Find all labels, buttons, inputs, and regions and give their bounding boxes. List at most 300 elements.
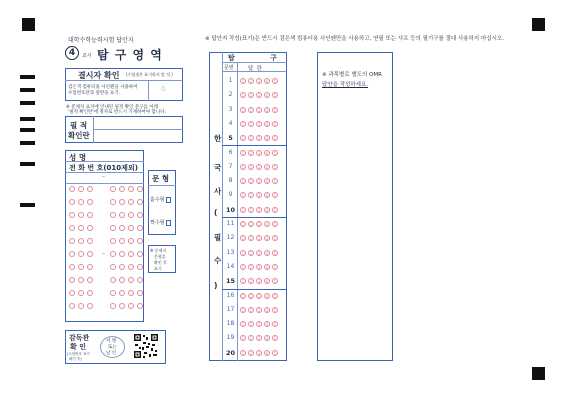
phone-digit-bubble[interactable] bbox=[137, 212, 143, 218]
answer-row[interactable] bbox=[225, 303, 283, 317]
answer-bubble[interactable]: 4 bbox=[265, 293, 269, 299]
answer-bubble[interactable]: 1 bbox=[241, 150, 245, 156]
proctor-subnote-2: 확인 후) bbox=[69, 357, 82, 361]
question-number: 6 bbox=[228, 148, 233, 156]
phone-digit-bubble[interactable] bbox=[69, 277, 75, 283]
answer-bubbles[interactable] bbox=[240, 321, 278, 327]
timing-mark bbox=[20, 203, 35, 207]
answer-bubbles[interactable] bbox=[240, 107, 278, 113]
question-number: 8 bbox=[228, 177, 233, 185]
answer-bubble[interactable]: 3 bbox=[257, 150, 261, 156]
answer-bubble[interactable]: 4 bbox=[265, 79, 269, 84]
answer-bubble[interactable]: 4 bbox=[265, 107, 269, 113]
phone-digit-bubble[interactable] bbox=[78, 225, 84, 231]
answer-bubbles[interactable] bbox=[240, 121, 278, 127]
answer-bubble[interactable]: 3 bbox=[257, 307, 261, 313]
answer-bubble[interactable]: 1 bbox=[241, 193, 245, 199]
answer-row[interactable] bbox=[225, 217, 283, 231]
answer-row[interactable] bbox=[225, 88, 283, 102]
answer-bubble[interactable]: 5 bbox=[273, 121, 277, 127]
answer-row[interactable] bbox=[225, 103, 283, 117]
answer-bubble[interactable]: 3 bbox=[257, 136, 261, 142]
answer-bubbles[interactable] bbox=[240, 164, 278, 170]
phone-digit-bubble[interactable] bbox=[119, 199, 125, 205]
divider bbox=[65, 183, 144, 184]
answer-bubble[interactable]: 2 bbox=[249, 207, 253, 213]
answer-bubbles[interactable] bbox=[240, 207, 278, 213]
registration-mark-bottom-right bbox=[532, 367, 545, 380]
answer-bubble[interactable]: 4 bbox=[265, 279, 269, 285]
answer-bubbles[interactable] bbox=[240, 250, 278, 256]
registration-mark-top-left bbox=[22, 18, 35, 31]
absentee-bubble[interactable]: 0 bbox=[161, 85, 166, 93]
paper-type-even[interactable] bbox=[150, 219, 171, 226]
phone-digit-bubble[interactable] bbox=[119, 303, 125, 309]
answer-bubbles[interactable] bbox=[240, 293, 278, 299]
answer-bubble[interactable]: 5 bbox=[273, 350, 277, 356]
answer-row[interactable] bbox=[225, 74, 283, 88]
answer-bubble[interactable]: 4 bbox=[265, 136, 269, 142]
phone-digit-bubble[interactable] bbox=[87, 251, 93, 257]
answer-row[interactable] bbox=[225, 274, 283, 288]
handwriting-label-2: 확인란 bbox=[68, 131, 90, 140]
answer-bubble[interactable]: 5 bbox=[273, 336, 277, 342]
phone-digit-bubble[interactable] bbox=[78, 212, 84, 218]
timing-mark bbox=[20, 141, 35, 145]
timing-mark bbox=[20, 88, 35, 92]
phone-digit-bubble[interactable] bbox=[137, 186, 143, 192]
handwriting-notice-2: '필적 확인란'에 정자로 반드시 기재하여야 합니다. bbox=[68, 110, 166, 115]
answer-bubble[interactable]: 4 bbox=[265, 350, 269, 356]
phone-digit-bubble[interactable] bbox=[110, 264, 116, 270]
phone-digit-bubble[interactable] bbox=[128, 264, 134, 270]
phone-digit-bubble[interactable] bbox=[128, 199, 134, 205]
phone-digit-bubble[interactable] bbox=[128, 290, 134, 296]
phone-digit-bubble[interactable] bbox=[78, 251, 84, 257]
phone-digit-bubble[interactable] bbox=[137, 277, 143, 283]
side-note-1: ※ 과목별로 별도의 OMR bbox=[322, 72, 382, 78]
phone-digit-column[interactable] bbox=[119, 186, 125, 316]
answer-row[interactable] bbox=[225, 117, 283, 131]
answer-bubble[interactable]: 1 bbox=[241, 179, 245, 185]
question-number: 4 bbox=[228, 119, 233, 127]
answer-bubble[interactable]: 3 bbox=[257, 193, 261, 199]
phone-digit-bubble[interactable] bbox=[110, 238, 116, 244]
answer-bubble[interactable]: 1 bbox=[241, 164, 245, 170]
side-note-2: 답안을 작성하세요. bbox=[322, 82, 369, 88]
marking-notice: ※ 답안지 작성(표기)은 반드시 검은색 컴퓨터용 사인펜만을 사용하고, 연필 또는 샤프 등의 필기구를 절대 사용하지 마십시오. bbox=[205, 36, 504, 42]
vertical-label-char: 국 bbox=[214, 163, 222, 172]
odd-label: 홀수형 bbox=[150, 197, 165, 203]
even-label: 짝수형 bbox=[150, 220, 165, 226]
phone-digit-bubble[interactable] bbox=[137, 225, 143, 231]
phone-digit-bubble[interactable] bbox=[128, 186, 134, 192]
answer-bubble[interactable]: 3 bbox=[257, 179, 261, 185]
phone-digit-bubble[interactable] bbox=[69, 186, 75, 192]
timing-mark bbox=[20, 101, 35, 105]
answer-bubble[interactable]: 3 bbox=[257, 293, 261, 299]
answer-bubble[interactable]: 1 bbox=[241, 136, 245, 142]
vertical-label-char: ( bbox=[214, 208, 218, 217]
phone-digit-bubble[interactable] bbox=[110, 303, 116, 309]
answer-bubble[interactable]: 1 bbox=[241, 322, 245, 328]
answer-bubble[interactable]: 4 bbox=[265, 264, 269, 270]
answer-bubble[interactable]: 2 bbox=[249, 150, 253, 156]
question-number: 9 bbox=[228, 191, 233, 199]
phone-digit-bubble[interactable] bbox=[69, 225, 75, 231]
phone-digit-bubble[interactable] bbox=[87, 225, 93, 231]
answer-bubble[interactable]: 1 bbox=[241, 93, 245, 99]
answer-bubble[interactable]: 2 bbox=[249, 350, 253, 356]
answer-bubble[interactable]: 2 bbox=[249, 322, 253, 328]
phone-digit-bubble[interactable] bbox=[119, 238, 125, 244]
answer-bubble[interactable]: 2 bbox=[249, 164, 253, 170]
answer-bubble[interactable]: 4 bbox=[265, 164, 269, 170]
phone-digit-bubble[interactable] bbox=[69, 199, 75, 205]
answer-bubble[interactable]: 3 bbox=[257, 350, 261, 356]
answer-bubble[interactable]: 5 bbox=[273, 279, 277, 285]
phone-digit-bubble[interactable] bbox=[137, 290, 143, 296]
phone-digit-bubble[interactable] bbox=[110, 290, 116, 296]
answer-bubble[interactable]: 5 bbox=[273, 164, 277, 170]
answer-bubbles[interactable] bbox=[240, 235, 278, 241]
answer-bubble[interactable]: 2 bbox=[249, 121, 253, 127]
type-note-2: 문형을 bbox=[154, 254, 166, 259]
answer-bubbles[interactable] bbox=[240, 264, 278, 270]
absentee-desc-1: 검은색 컴퓨터용 사인펜을 사용하여 bbox=[68, 85, 138, 90]
answer-bubble[interactable]: 2 bbox=[249, 336, 253, 342]
answer-row[interactable] bbox=[225, 260, 283, 274]
answer-bubble[interactable]: 3 bbox=[257, 207, 261, 213]
question-number: 20 bbox=[225, 348, 236, 357]
answer-bubble[interactable]: 3 bbox=[257, 121, 261, 127]
answer-bubbles[interactable] bbox=[240, 350, 278, 356]
phone-digit-bubble[interactable] bbox=[110, 199, 116, 205]
absentee-desc-2: 수험번호란과 옆란을 표기. bbox=[68, 91, 121, 96]
absentee-title: 결시자 확인 bbox=[78, 71, 120, 80]
phone-digit-bubble[interactable] bbox=[128, 277, 134, 283]
phone-digit-bubble[interactable] bbox=[78, 238, 84, 244]
answer-bubble[interactable]: 5 bbox=[273, 236, 277, 242]
phone-digit-bubble[interactable] bbox=[110, 225, 116, 231]
answer-bubble[interactable]: 1 bbox=[241, 279, 245, 285]
answer-bubble[interactable]: 2 bbox=[249, 93, 253, 99]
vertical-label-char: ) bbox=[214, 281, 218, 290]
paper-type-odd[interactable] bbox=[150, 196, 171, 203]
answer-header-right: 구 bbox=[270, 54, 277, 62]
answer-bubble[interactable]: 4 bbox=[265, 193, 269, 199]
timing-mark bbox=[20, 162, 35, 166]
answer-bubble[interactable]: 5 bbox=[273, 222, 277, 227]
answer-bubble[interactable]: 3 bbox=[257, 336, 261, 342]
answer-header-left: 탐 bbox=[228, 54, 235, 62]
answer-bubble[interactable]: 4 bbox=[265, 222, 269, 227]
question-number: 7 bbox=[228, 162, 233, 170]
qr-code-icon bbox=[133, 333, 159, 359]
divider bbox=[93, 129, 183, 130]
exam-name: 대학수학능력시험 답안지 bbox=[68, 37, 134, 44]
answer-row[interactable] bbox=[225, 188, 283, 202]
phone-digit-bubble[interactable] bbox=[137, 251, 143, 257]
phone-digit-bubble[interactable] bbox=[110, 212, 116, 218]
answer-bubble[interactable]: 5 bbox=[273, 193, 277, 199]
divider bbox=[148, 80, 149, 101]
answer-bubble[interactable]: 1 bbox=[241, 207, 245, 213]
answer-bubble[interactable]: 5 bbox=[273, 79, 277, 84]
answer-bubble[interactable]: 4 bbox=[265, 236, 269, 242]
answer-bubble[interactable]: 5 bbox=[273, 107, 277, 113]
answer-bubble[interactable]: 3 bbox=[257, 164, 261, 170]
phone-digit-bubble[interactable] bbox=[119, 212, 125, 218]
answer-bubble[interactable]: 3 bbox=[257, 279, 261, 285]
answer-bubbles[interactable] bbox=[240, 135, 278, 141]
answer-row[interactable] bbox=[225, 246, 283, 260]
answer-bubble[interactable]: 1 bbox=[241, 293, 245, 299]
answer-bubble[interactable]: 2 bbox=[249, 193, 253, 199]
phone-digit-bubble[interactable] bbox=[119, 290, 125, 296]
question-number: 11 bbox=[226, 220, 235, 227]
question-number: 10 bbox=[225, 205, 236, 214]
answer-row[interactable] bbox=[225, 160, 283, 174]
answer-bubble[interactable]: 4 bbox=[265, 179, 269, 185]
phone-digit-column[interactable] bbox=[137, 186, 143, 316]
phone-digit-bubble[interactable] bbox=[87, 186, 93, 192]
phone-digit-bubble[interactable] bbox=[119, 251, 125, 257]
phone-digit-bubble[interactable] bbox=[119, 277, 125, 283]
absentee-title-note: (수험생은 표기하지 말 것.) bbox=[126, 72, 173, 77]
phone-digit-bubble[interactable] bbox=[137, 199, 143, 205]
answer-row[interactable] bbox=[225, 231, 283, 245]
answer-bubble[interactable]: 1 bbox=[241, 107, 245, 113]
phone-digit-bubble[interactable] bbox=[78, 303, 84, 309]
proctor-subnote-1: (수험번호 표기 bbox=[67, 352, 90, 356]
phone-digit-bubble[interactable] bbox=[128, 212, 134, 218]
answer-bubble[interactable]: 4 bbox=[265, 322, 269, 328]
question-number: 14 bbox=[226, 262, 235, 270]
sign-label-1: 서 명 bbox=[106, 339, 117, 344]
phone-digit-bubble[interactable] bbox=[87, 303, 93, 309]
phone-digit-bubble[interactable] bbox=[119, 225, 125, 231]
answer-row[interactable] bbox=[225, 346, 283, 360]
col-answer-label: 답 란 bbox=[248, 66, 263, 72]
answer-bubble[interactable]: 1 bbox=[241, 121, 245, 127]
answer-bubble[interactable]: 4 bbox=[265, 250, 269, 256]
phone-digit-bubble[interactable] bbox=[119, 264, 125, 270]
phone-digit-bubble[interactable] bbox=[87, 277, 93, 283]
paper-type-title: 문 형 bbox=[152, 174, 170, 183]
subject-title: 탐 구 영 역 bbox=[97, 48, 163, 62]
period-number: 4 bbox=[68, 48, 76, 58]
phone-digit-bubble[interactable] bbox=[69, 251, 75, 257]
answer-bubble[interactable]: 3 bbox=[257, 236, 261, 242]
question-number: 15 bbox=[225, 277, 236, 286]
question-number: 16 bbox=[226, 291, 235, 299]
answer-bubble[interactable]: 5 bbox=[273, 150, 277, 156]
vertical-label-char: 수 bbox=[214, 256, 222, 265]
answer-bubble[interactable]: 2 bbox=[249, 107, 253, 113]
answer-bubble[interactable]: 2 bbox=[249, 222, 253, 227]
sign-label-3: 날 인 bbox=[106, 351, 117, 356]
answer-row[interactable] bbox=[225, 131, 283, 145]
answer-row[interactable] bbox=[225, 317, 283, 331]
answer-bubbles[interactable] bbox=[240, 335, 278, 341]
phone-digit-column[interactable] bbox=[87, 186, 93, 316]
handwriting-notice-1: ※ 문제지 표지에 안내된 필적 확인 문구를 아래 bbox=[66, 105, 159, 110]
phone-digit-bubble[interactable] bbox=[87, 238, 93, 244]
answer-bubble[interactable]: 2 bbox=[249, 293, 253, 299]
answer-bubble[interactable]: 5 bbox=[273, 179, 277, 185]
answer-bubble[interactable]: 5 bbox=[273, 93, 277, 99]
answer-bubbles[interactable] bbox=[240, 178, 278, 184]
phone-digit-bubble[interactable] bbox=[69, 264, 75, 270]
timing-mark bbox=[20, 117, 35, 121]
answer-bubble[interactable]: 2 bbox=[249, 79, 253, 84]
answer-bubble[interactable]: 2 bbox=[249, 279, 253, 285]
col-question-label: 문번 bbox=[224, 65, 234, 71]
phone-digit-bubble[interactable] bbox=[69, 238, 75, 244]
answer-bubble[interactable]: 2 bbox=[249, 307, 253, 313]
phone-digit-bubble[interactable] bbox=[119, 186, 125, 192]
phone-digit-bubble[interactable] bbox=[87, 290, 93, 296]
odd-bubble[interactable] bbox=[166, 197, 171, 203]
answer-row[interactable] bbox=[225, 331, 283, 345]
phone-digit-bubble[interactable] bbox=[137, 238, 143, 244]
answer-bubble[interactable]: 4 bbox=[265, 150, 269, 156]
proctor-title-2: 확 인 bbox=[70, 343, 86, 351]
phone-digit-bubble[interactable] bbox=[69, 212, 75, 218]
answer-bubble[interactable]: 1 bbox=[241, 336, 245, 342]
answer-row[interactable] bbox=[225, 146, 283, 160]
answer-row[interactable] bbox=[225, 203, 283, 217]
question-number: 3 bbox=[228, 105, 233, 113]
answer-bubble[interactable]: 1 bbox=[241, 307, 245, 313]
type-note-1: ※ 문제지 bbox=[150, 248, 167, 253]
question-number: 12 bbox=[226, 234, 235, 242]
phone-digit-column[interactable] bbox=[69, 186, 75, 316]
answer-bubble[interactable]: 3 bbox=[257, 79, 261, 84]
phone-digit-bubble[interactable] bbox=[78, 186, 84, 192]
question-number: 19 bbox=[226, 334, 235, 342]
question-number: 5 bbox=[228, 134, 233, 143]
answer-row[interactable] bbox=[225, 174, 283, 188]
answer-bubbles[interactable] bbox=[240, 278, 278, 284]
phone-digit-bubble[interactable] bbox=[110, 251, 116, 257]
answer-bubble[interactable]: 5 bbox=[273, 293, 277, 299]
divider bbox=[222, 71, 287, 72]
proctor-title-1: 감독관 bbox=[69, 334, 90, 342]
divider bbox=[65, 80, 183, 81]
answer-row[interactable] bbox=[225, 289, 283, 303]
answer-bubble[interactable]: 2 bbox=[249, 179, 253, 185]
phone-digit-bubble[interactable] bbox=[128, 251, 134, 257]
phone-digit-bubble[interactable] bbox=[78, 264, 84, 270]
timing-mark bbox=[20, 75, 35, 79]
phone-digit-bubble[interactable] bbox=[87, 264, 93, 270]
period-circle bbox=[65, 46, 79, 60]
type-note-4: 표기 bbox=[154, 266, 162, 271]
answer-bubble[interactable]: 3 bbox=[257, 93, 261, 99]
answer-bubble[interactable]: 1 bbox=[241, 236, 245, 242]
answer-bubbles[interactable] bbox=[240, 307, 278, 313]
phone-digit-bubble[interactable] bbox=[137, 264, 143, 270]
answer-bubble[interactable]: 2 bbox=[249, 250, 253, 256]
even-bubble[interactable] bbox=[166, 220, 171, 226]
answer-bubble[interactable]: 4 bbox=[265, 93, 269, 99]
answer-bubble[interactable]: 5 bbox=[273, 250, 277, 256]
question-number: 1 bbox=[228, 77, 233, 84]
answer-bubble[interactable]: 3 bbox=[257, 264, 261, 270]
phone-digit-column[interactable] bbox=[128, 186, 134, 316]
phone-digit-bubble[interactable] bbox=[128, 303, 134, 309]
answer-bubble[interactable]: 4 bbox=[265, 307, 269, 313]
answer-bubble[interactable]: 5 bbox=[273, 207, 277, 213]
phone-digit-bubble[interactable] bbox=[137, 303, 143, 309]
sign-label-2: 또는 bbox=[108, 345, 117, 350]
phone-digit-bubble[interactable] bbox=[87, 212, 93, 218]
phone-digit-bubble[interactable] bbox=[69, 290, 75, 296]
answer-bubble[interactable]: 3 bbox=[257, 250, 261, 256]
question-number: 17 bbox=[226, 305, 235, 313]
registration-mark-top-right bbox=[532, 18, 545, 31]
answer-bubble[interactable]: 3 bbox=[257, 222, 261, 227]
answer-bubbles[interactable] bbox=[240, 92, 278, 98]
answer-bubbles[interactable] bbox=[240, 192, 278, 198]
answer-bubble[interactable]: 4 bbox=[265, 121, 269, 127]
phone-digit-bubble[interactable] bbox=[78, 277, 84, 283]
vertical-label-char: 필 bbox=[214, 233, 222, 242]
divider bbox=[222, 62, 287, 63]
answer-bubble[interactable]: 1 bbox=[241, 264, 245, 270]
timing-mark bbox=[20, 128, 35, 132]
phone-digit-bubble[interactable] bbox=[78, 199, 84, 205]
phone-dash: – bbox=[102, 173, 105, 180]
side-note-box bbox=[317, 52, 393, 361]
phone-digit-bubble[interactable] bbox=[128, 225, 134, 231]
answer-bubble[interactable]: 5 bbox=[273, 264, 277, 270]
name-label: 성 명 bbox=[69, 153, 87, 162]
answer-bubbles[interactable] bbox=[240, 221, 278, 227]
phone-digit-bubble[interactable] bbox=[110, 277, 116, 283]
answer-bubble[interactable]: 1 bbox=[241, 250, 245, 256]
answer-bubbles[interactable] bbox=[240, 78, 278, 84]
phone-digit-column[interactable] bbox=[110, 186, 116, 316]
answer-bubble[interactable]: 2 bbox=[249, 264, 253, 270]
answer-bubble[interactable]: 3 bbox=[257, 322, 261, 328]
answer-bubble[interactable]: 5 bbox=[273, 136, 277, 142]
answer-bubble[interactable]: 5 bbox=[273, 322, 277, 328]
answer-bubble[interactable]: 2 bbox=[249, 236, 253, 242]
divider bbox=[65, 161, 144, 162]
answer-bubbles[interactable] bbox=[240, 150, 278, 156]
phone-dash-2: – bbox=[102, 250, 105, 257]
answer-bubble[interactable]: 4 bbox=[265, 336, 269, 342]
answer-bubble[interactable]: 5 bbox=[273, 307, 277, 313]
phone-digit-bubble[interactable] bbox=[128, 238, 134, 244]
phone-digit-bubble[interactable] bbox=[69, 303, 75, 309]
answer-bubble[interactable]: 2 bbox=[249, 136, 253, 142]
vertical-label-char: 한 bbox=[214, 134, 222, 143]
phone-digit-bubble[interactable] bbox=[78, 290, 84, 296]
phone-digit-bubble[interactable] bbox=[87, 199, 93, 205]
phone-digit-bubble[interactable] bbox=[110, 186, 116, 192]
phone-digit-column[interactable] bbox=[78, 186, 84, 316]
answer-bubble[interactable]: 1 bbox=[241, 350, 245, 356]
answer-bubble[interactable]: 1 bbox=[241, 79, 245, 84]
answer-bubble[interactable]: 1 bbox=[241, 222, 245, 227]
answer-bubble[interactable]: 3 bbox=[257, 107, 261, 113]
answer-bubble[interactable]: 4 bbox=[265, 207, 269, 213]
type-note-3: 확인 후 bbox=[154, 260, 167, 265]
